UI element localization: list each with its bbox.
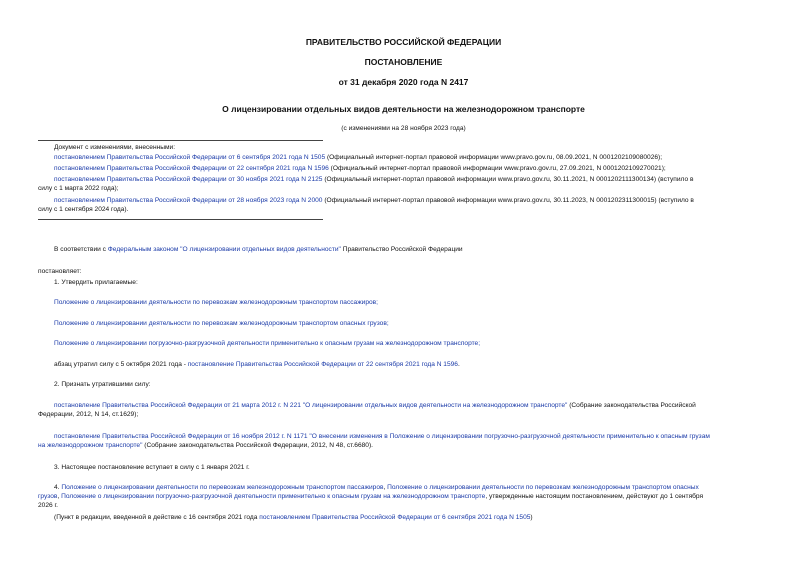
- changes-intro: Документ с изменениями, внесенными:: [54, 144, 176, 151]
- note-after: ): [530, 514, 533, 521]
- document-title: О лицензировании отдельных видов деятельности на железнодорожном транспорте: [222, 104, 585, 114]
- regulation-link-dangerous-goods[interactable]: Положение о лицензировании деятельности по перевозкам железнодорожным транспортом опасных грузов;: [54, 320, 389, 327]
- point-3: 3. Настоящее постановление вступает в силу с 1 января 2021 г.: [54, 464, 250, 471]
- change-item: [54, 154, 662, 163]
- point-4-link-dangerous-goods-cont[interactable]: грузов: [38, 493, 58, 500]
- change-item: [54, 165, 666, 174]
- point-4-number: 4.: [54, 484, 62, 491]
- lost-force-after: .: [457, 361, 460, 368]
- change-link[interactable]: постановлением Правительства Российской Федерации от 22 сентября 2021 года N 1596: [54, 165, 329, 172]
- preamble: [54, 246, 463, 255]
- change-link[interactable]: постановлением Правительства Российской Федерации от 6 сентября 2021 года N 1505: [54, 154, 326, 161]
- change-item: [54, 197, 694, 206]
- repealed-source: (Собрание законодательства Российской Федерации, 2012, N 48, ст.6680).: [142, 442, 373, 449]
- point-4-tail: , утвержденные настоящим постановлением, действуют до 1 сентября: [485, 493, 704, 500]
- lost-force-before: абзац утратил силу с 5 октября 2021 года -: [54, 361, 188, 368]
- repealed-link-continuation[interactable]: на железнодорожном транспорте": [38, 442, 143, 449]
- point-4-line-2: [38, 493, 703, 502]
- change-source: (Официальный интернет-портал правовой информации www.pravo.gov.ru, 30.11.2021, N 0001202111300134) (вступило в: [322, 176, 694, 183]
- repealed-item-continuation: Федерации, 2012, N 14, ст.1629);: [38, 411, 139, 418]
- top-divider: [38, 140, 323, 141]
- change-source: (Официальный интернет-портал правовой информации www.pravo.gov.ru, 08.09.2021, N 0001202109080026);: [325, 154, 663, 161]
- change-item-continuation: силу с 1 сентября 2024 года).: [38, 206, 129, 213]
- government-heading: ПРАВИТЕЛЬСТВО РОССИЙСКОЙ ФЕДЕРАЦИИ: [305, 37, 502, 47]
- regulation-link-passengers[interactable]: Положение о лицензировании деятельности по перевозкам железнодорожным транспортом пассажиров;: [54, 299, 378, 306]
- repealed-item: [54, 402, 696, 411]
- federal-law-link[interactable]: Федеральным законом "О лицензировании отдельных видов деятельности": [107, 246, 341, 253]
- change-item-continuation: силу с 1 марта 2022 года);: [38, 185, 119, 192]
- repealed-item-continuation: [38, 442, 373, 451]
- repealed-link[interactable]: постановление Правительства Российской Федерации от 21 марта 2012 г. N 221 "О лицензировании отдельных видов деятельности на железнодорожном транспорте": [54, 402, 568, 409]
- point-4-sep: ,: [383, 484, 388, 491]
- bottom-divider: [38, 219, 323, 220]
- change-link[interactable]: постановлением Правительства Российской Федерации от 28 ноября 2023 года N 2000: [54, 197, 323, 204]
- revision-note: (с изменениями на 28 ноября 2023 года): [341, 125, 466, 132]
- repealed-source: (Собрание законодательства Российской: [567, 402, 696, 409]
- repealed-item: [54, 433, 710, 442]
- preamble-after: Правительство Российской Федерации: [340, 246, 463, 253]
- point-2: 2. Признать утратившими силу:: [54, 381, 151, 388]
- change-source: (Официальный интернет-портал правовой информации www.pravo.gov.ru, 30.11.2023, N 0001202311300015) (вступило в: [322, 197, 694, 204]
- preamble-before: В соответствии с: [54, 246, 108, 253]
- regulation-link-loading[interactable]: Положение о лицензировании погрузочно-разгрузочной деятельности применительно к опасным грузам на железнодорожном транспорте;: [54, 340, 481, 347]
- date-number-heading: от 31 декабря 2020 года N 2417: [338, 77, 469, 87]
- note-link[interactable]: постановлением Правительства Российской Федерации от 6 сентября 2021 года N 1505: [259, 514, 531, 521]
- note-before: (Пункт в редакции, введенной в действие с 16 сентября 2021 года: [54, 514, 260, 521]
- decides-label: постановляет:: [38, 268, 82, 275]
- lost-force-paragraph: [54, 361, 460, 370]
- point-4-link-dangerous-goods[interactable]: Положение о лицензировании деятельности по перевозкам железнодорожным транспортом опасных: [387, 484, 699, 491]
- point-4-link-loading[interactable]: Положение о лицензировании погрузочно-разгрузочной деятельности применительно к опасным грузам на железнодорожном транспорте: [61, 493, 486, 500]
- point-4-link-passengers[interactable]: Положение о лицензировании деятельности по перевозкам железнодорожным транспортом пассажиров: [61, 484, 384, 491]
- change-source: (Официальный интернет-портал правовой информации www.pravo.gov.ru, 27.09.2021, N 0001202109270021);: [328, 165, 666, 172]
- point-4: [54, 484, 699, 493]
- point-4-note: [54, 514, 533, 523]
- doc-type-heading: ПОСТАНОВЛЕНИЕ: [364, 57, 443, 67]
- point-1: 1. Утвердить прилагаемые:: [54, 279, 138, 286]
- change-item: [54, 176, 693, 185]
- repealed-link[interactable]: постановление Правительства Российской Федерации от 16 ноября 2012 г. N 1171 "О внесении изменения в Положение о лицензировании погрузочно-разгрузочной деятельности применительно к опасным грузам: [54, 433, 710, 440]
- point-4-line-3: 2026 г.: [38, 502, 58, 509]
- change-link[interactable]: постановлением Правительства Российской Федерации от 30 ноября 2021 года N 2125: [54, 176, 323, 183]
- point-4-sep: ,: [57, 493, 62, 500]
- lost-force-link[interactable]: постановление Правительства Российской Федерации от 22 сентября 2021 года N 1596: [187, 361, 458, 368]
